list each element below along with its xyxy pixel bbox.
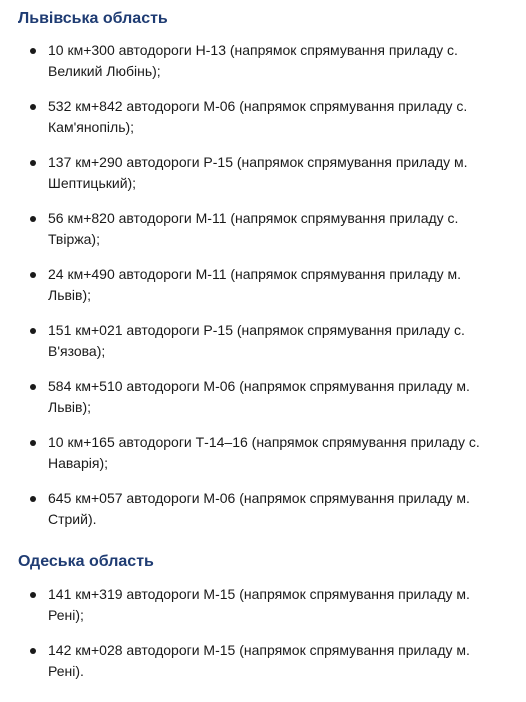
list-item xyxy=(0,488,526,530)
list-item xyxy=(0,208,526,250)
list-item xyxy=(0,320,526,362)
camera-list-lviv xyxy=(0,40,526,530)
section-title-odesa: Одеська область xyxy=(18,553,154,570)
list-item xyxy=(0,376,526,418)
section-title-lviv: Львівська область xyxy=(18,10,168,27)
list-item-text: 584 км+510 автодороги М-06 (напрямок спрямування приладу м. Львів); xyxy=(48,378,470,415)
camera-list-odesa xyxy=(0,584,526,682)
list-item xyxy=(0,432,526,474)
list-item-text: 56 км+820 автодороги М-11 (напрямок спрямування приладу с. Твіржа); xyxy=(48,210,459,247)
list-item-text: 151 км+021 автодороги Р-15 (напрямок спрямування приладу с. В'язова); xyxy=(48,322,465,359)
list-item-text: 532 км+842 автодороги М-06 (напрямок спрямування приладу с. Кам'янопіль); xyxy=(48,98,468,135)
bullet-icon xyxy=(30,384,36,390)
bullet-icon xyxy=(30,648,36,654)
list-item xyxy=(0,152,526,194)
bullet-icon xyxy=(30,160,36,166)
list-item xyxy=(0,96,526,138)
list-item xyxy=(0,640,526,682)
list-item-text: 24 км+490 автодороги М-11 (напрямок спрямування приладу м. Львів); xyxy=(48,266,462,303)
list-item-text: 645 км+057 автодороги М-06 (напрямок спрямування приладу м. Стрий). xyxy=(48,490,470,527)
bullet-icon xyxy=(30,272,36,278)
bullet-icon xyxy=(30,48,36,54)
list-item xyxy=(0,264,526,306)
bullet-icon xyxy=(30,104,36,110)
bullet-icon xyxy=(30,216,36,222)
list-item xyxy=(0,40,526,82)
list-item xyxy=(0,584,526,626)
bullet-icon xyxy=(30,440,36,446)
list-item-text: 141 км+319 автодороги М-15 (напрямок спрямування приладу м. Рені); xyxy=(48,586,470,623)
bullet-icon xyxy=(30,592,36,598)
list-item-text: 142 км+028 автодороги М-15 (напрямок спрямування приладу м. Рені). xyxy=(48,642,470,679)
bullet-icon xyxy=(30,496,36,502)
bullet-icon xyxy=(30,328,36,334)
list-item-text: 10 км+165 автодороги Т-14–16 (напрямок спрямування приладу с. Наварія); xyxy=(48,434,480,471)
list-item-text: 10 км+300 автодороги Н-13 (напрямок спрямування приладу с. Великий Любінь); xyxy=(48,42,458,79)
list-item-text: 137 км+290 автодороги Р-15 (напрямок спрямування приладу м. Шептицький); xyxy=(48,154,468,191)
